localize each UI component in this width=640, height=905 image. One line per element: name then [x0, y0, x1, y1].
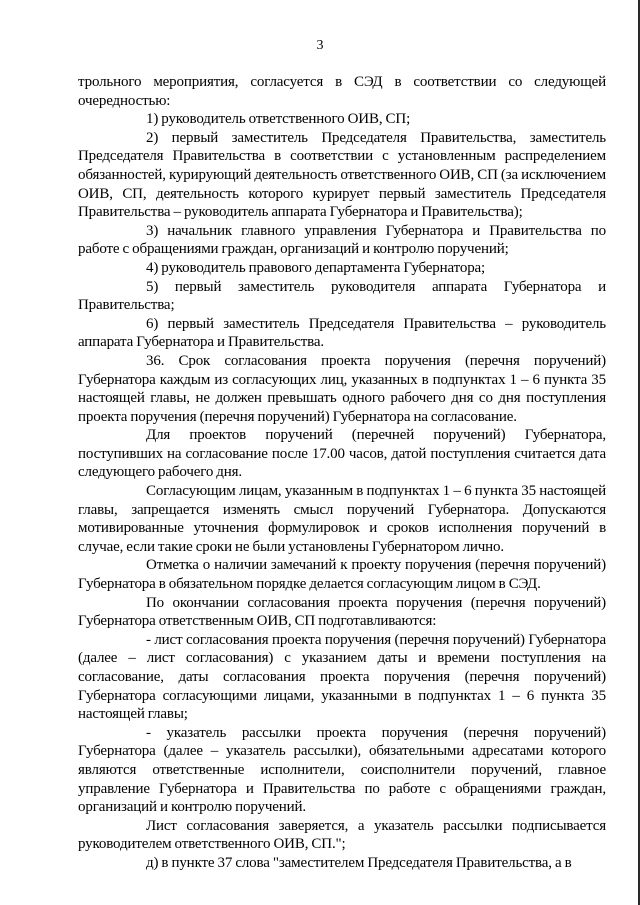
list-item-2: 2) первый заместитель Председателя Правительства, заместитель Председателя Правительства в соответствии с установленным распределением обязанностей, курирующий деятельность ответственного ОИВ, СП (за исключением ОИВ, СП, деятельность которого курирует первый заместитель Председателя Правительства – руководитель аппарата Губернатора и Правительства);: [78, 129, 606, 221]
paragraph-remarks: Отметка о наличии замечаний к проекту поручения (перечня поручений) Губернатора в обязательном порядке делается согласующим лицом в СЭД.: [78, 557, 606, 593]
bullet-approval-sheet: - лист согласования проекта поручения (перечня поручений) Губернатора (далее – лист согласования) с указанием даты и времени поступления на согласование, даты согласования проекта поручения (перечня поручений) Губернатора согласующими лицами, указанными в подпунктах 1 – 6 пункта 35 настоящей главы;: [78, 631, 606, 723]
page-number: 3: [316, 38, 324, 53]
document-body: [78, 73, 606, 873]
list-item-6: 6) первый заместитель Председателя Правительства – руководитель аппарата Губернатора и Правительства.: [78, 315, 606, 351]
list-item-1: 1) руководитель ответственного ОИВ, СП;: [146, 111, 411, 128]
paragraph-36: 36. Срок согласования проекта поручения (перечня поручений) Губернатора каждым из согласующих лиц, указанных в подпунктах 1 – 6 пункта 35 настоящей главы, не должен превышать одного рабочего дня со дня поступления проекта поручения (перечня поручений) Губернатора на согласование.: [78, 352, 606, 425]
paragraph-signing: Лист согласования заверяется, а указатель рассылки подписывается руководителем ответственного ОИВ, СП.";: [78, 817, 606, 853]
list-item-3: 3) начальник главного управления Губернатора и Правительства по работе с обращениями граждан, организаций и контролю поручений;: [78, 222, 606, 258]
list-item-4: 4) руководитель правового департамента Губернатора;: [146, 259, 486, 276]
list-item-5: 5) первый заместитель руководителя аппарата Губернатора и Правительства;: [78, 278, 606, 314]
bullet-distribution-list: - указатель рассылки проекта поручения (перечня поручений) Губернатора (далее – указатель рассылки), обязательными адресатами которого являются ответственные исполнители, соисполнители поручений, главное управление Губернатора и Правительства по работе с обращениями граждан, организаций и контролю поручений.: [78, 724, 606, 816]
paragraph-deadline: Для проектов поручений (перечней поручений) Губернатора, поступивших на согласование после 17.00 часов, датой поступления считается дата следующего рабочего дня.: [78, 427, 606, 481]
paragraph-item-d: д) в пункте 37 слова "заместителем Председателя Правительства, а в: [146, 854, 572, 871]
paragraph-intro: трольного мероприятия, согласуется в СЭД в соответствии со следующей очередностью:: [78, 74, 606, 109]
paragraph-completion: По окончании согласования проекта поручения (перечня поручений) Губернатора ответственным ОИВ, СП подготавливаются:: [78, 594, 606, 630]
paragraph-restrictions: Согласующим лицам, указанным в подпунктах 1 – 6 пункта 35 настоящей главы, запрещается изменять смысл поручений Губернатора. Допускаются мотивированные уточнения формулировок и сроков исполнения поручений в случае, если такие сроки не были установлены Губернатором лично.: [78, 483, 606, 555]
